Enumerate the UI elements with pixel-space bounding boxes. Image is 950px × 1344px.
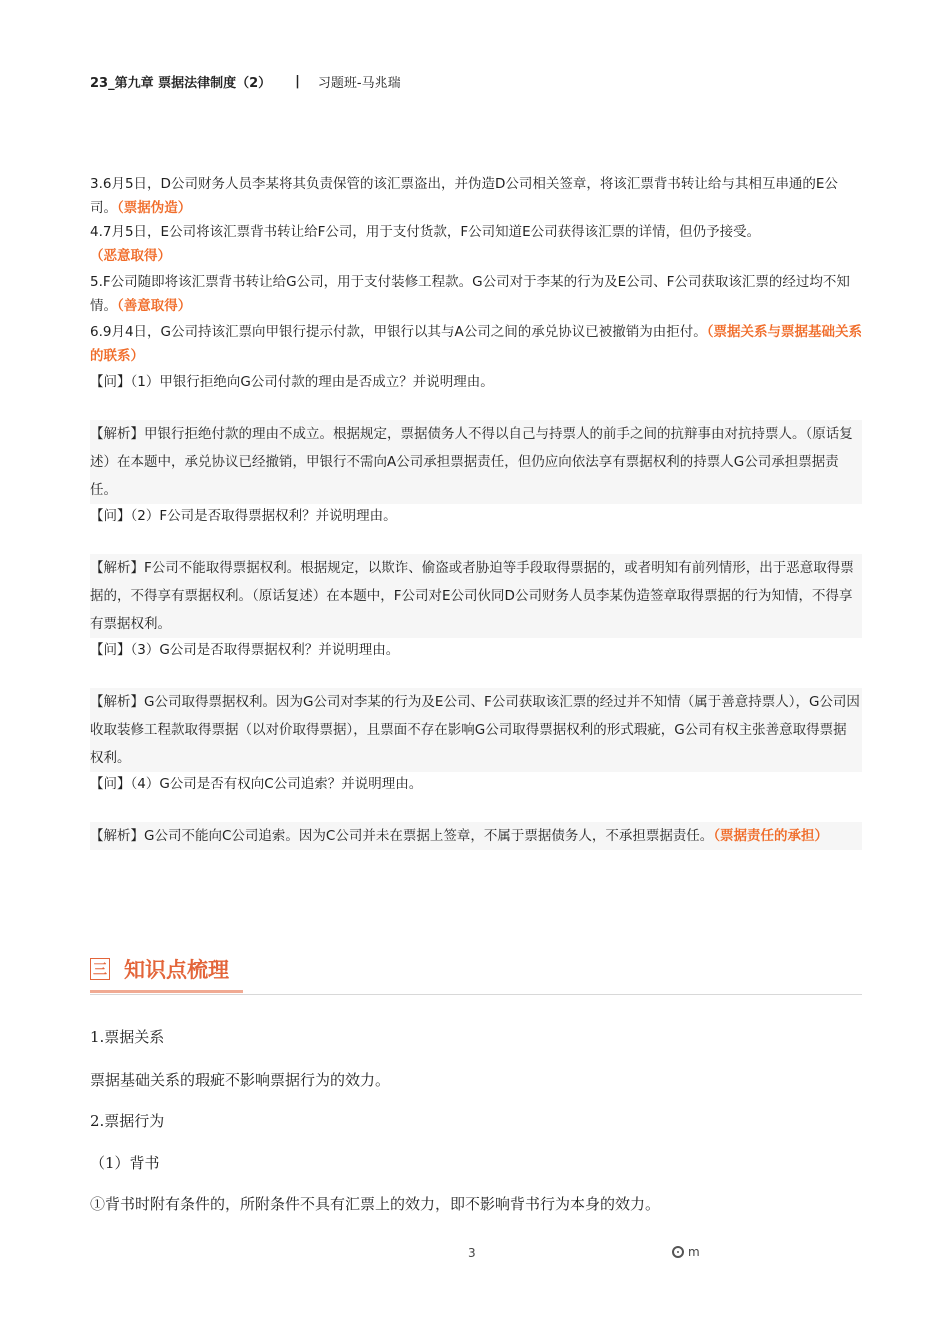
knowledge-heading-1: 1.票据关系 — [90, 1028, 165, 1046]
page-header — [90, 72, 401, 91]
section-number-icon: 三 — [90, 958, 110, 980]
brand-logo-icon — [672, 1246, 684, 1258]
case-item-4-text: 4.7月5日，E公司将该汇票背书转让给F公司，用于支付货款，F公司知道E公司获得该汇票的详情，但仍予接受。 — [90, 224, 761, 240]
answer-4-text: 【解析】G公司不能向C公司追索。因为C公司并未在票据上签章，不属于票据债务人，不承担票据责任。 — [90, 828, 714, 844]
question-3: 【问】（3）G公司是否取得票据权利？并说明理由。 — [90, 642, 400, 658]
case-item-3 — [90, 172, 862, 220]
case-item-6 — [90, 320, 862, 368]
case-item-6-tag: （票据关系与票据基础关系的联系） — [90, 324, 863, 364]
case-item-6-text: 6.9月4日，G公司持该汇票向甲银行提示付款，甲银行以其与A公司之间的承兑协议已被撤销为由拒付。 — [90, 324, 707, 340]
case-item-3-tag: （票据伪造） — [117, 200, 192, 216]
answer-4 — [90, 822, 862, 850]
page-number: 3 — [468, 1246, 476, 1260]
section-title-underline — [90, 990, 243, 993]
case-item-5-text: 5.F公司随即将该汇票背书转让给G公司，用于支付装修工程款。G公司对于李某的行为及E公司、F公司获取该汇票的经过均不知情。 — [90, 274, 850, 314]
knowledge-text-1: 票据基础关系的瑕疵不影响票据行为的效力。 — [90, 1071, 391, 1089]
question-4: 【问】（4）G公司是否有权向C公司追索？并说明理由。 — [90, 776, 423, 792]
section-title: 知识点梳理 — [124, 957, 229, 982]
answer-3-text: 【解析】G公司取得票据权利。因为G公司对李某的行为及E公司、F公司获取该汇票的经过并不知情（属于善意持票人），G公司因收取装修工程款取得票据（以对价取得票据），且票面不存在影响G公司取得票据权利的形式瑕疵，G公司有权主张善意取得票据权利。 — [90, 694, 860, 766]
case-item-3-text: 3.6月5日，D公司财务人员李某将其负责保管的该汇票盗出，并伪造D公司相关签章，将该汇票背书转让给与其相互串通的E公司。 — [90, 176, 838, 216]
case-item-4-tag: （恶意取得） — [90, 248, 171, 264]
answer-1 — [90, 420, 862, 504]
header-separator: | — [295, 74, 300, 89]
section-heading — [90, 952, 862, 995]
case-item-5-tag: （善意取得） — [117, 298, 192, 314]
knowledge-subheading-1: （1）背书 — [90, 1154, 160, 1172]
page-title: 23_第九章 票据法律制度（2） — [90, 76, 272, 91]
question-2: 【问】（2）F公司是否取得票据权利？并说明理由。 — [90, 508, 397, 524]
answer-3 — [90, 688, 862, 772]
question-1: 【问】（1）甲银行拒绝向G公司付款的理由是否成立？并说明理由。 — [90, 374, 494, 390]
answer-2 — [90, 554, 862, 638]
footer-logo — [672, 1245, 700, 1259]
case-item-4 — [90, 220, 862, 268]
case-item-5 — [90, 270, 862, 318]
answer-2-text: 【解析】F公司不能取得票据权利。根据规定，以欺诈、偷盗或者胁迫等手段取得票据的，或者明知有前列情形，出于恶意取得票据的，不得享有票据权利。（原话复述）在本题中，F公司对E公司伙同D公司财务人员李某伪造签章取得票据的行为知情，不得享有票据权利。 — [90, 560, 854, 632]
footer-logo-text: m — [688, 1245, 700, 1259]
case-and-qa — [90, 172, 862, 850]
knowledge-heading-2: 2.票据行为 — [90, 1112, 165, 1130]
answer-4-tag: （票据责任的承担） — [713, 828, 829, 844]
page-subtitle: 习题班-马兆瑞 — [317, 76, 401, 91]
answer-1-text: 【解析】甲银行拒绝付款的理由不成立。根据规定，票据债务人不得以自己与持票人的前手之间的抗辩事由对抗持票人。（原话复述）在本题中，承兑协议已经撤销，甲银行不需向A公司承担票据责任，但仍应向依法享有票据权利的持票人G公司承担票据责任。 — [90, 426, 853, 498]
knowledge-text-2: ①背书时附有条件的，所附条件不具有汇票上的效力，即不影响背书行为本身的效力。 — [90, 1195, 661, 1213]
